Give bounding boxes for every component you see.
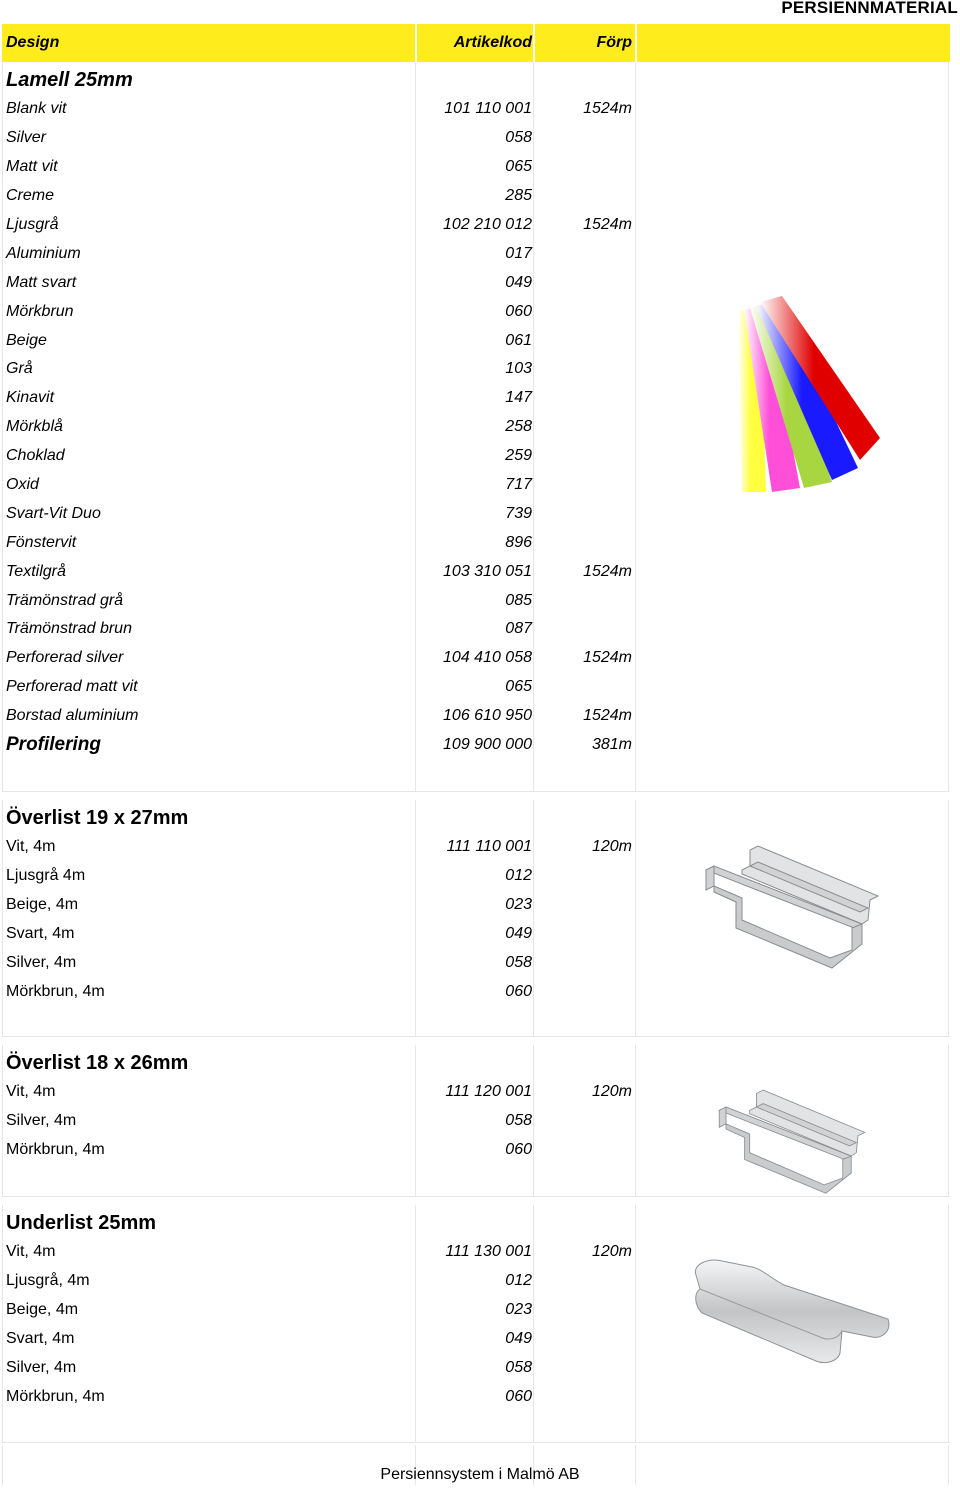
row-pack: 381m bbox=[591, 736, 632, 754]
table-row bbox=[2, 977, 950, 1006]
row-design: Textilgrå bbox=[6, 562, 66, 580]
row-article-code: 103 bbox=[505, 360, 532, 378]
row-article-code: 111 110 001 bbox=[446, 838, 532, 856]
section-2 bbox=[2, 1045, 950, 1199]
row-design: Silver bbox=[6, 129, 47, 147]
top-rail-image bbox=[702, 1085, 882, 1200]
row-article-code: 049 bbox=[505, 273, 532, 291]
table-row bbox=[2, 731, 950, 760]
row-design: Silver, 4m bbox=[6, 1359, 77, 1376]
row-design: Borstad aluminium bbox=[6, 707, 139, 725]
top-rail-image bbox=[702, 840, 882, 975]
row-article-code: 104 410 058 bbox=[443, 649, 532, 667]
row-design: Kinavit bbox=[6, 389, 55, 407]
row-design: Ljusgrå 4m bbox=[6, 867, 86, 885]
table-header bbox=[2, 24, 950, 62]
row-article-code: 259 bbox=[505, 447, 532, 465]
table-row bbox=[2, 673, 950, 702]
row-pack: 120m bbox=[591, 838, 632, 856]
section-title: Överlist 19 x 27mm bbox=[6, 807, 189, 829]
section-title: Lamell 25mm bbox=[6, 69, 133, 91]
price-sheet bbox=[2, 24, 950, 1487]
row-article-code: 058 bbox=[505, 954, 532, 971]
row-design: Blank vit bbox=[6, 100, 67, 118]
row-article-code: 058 bbox=[505, 1112, 532, 1130]
row-article-code: 060 bbox=[505, 1387, 532, 1405]
row-article-code: 087 bbox=[505, 620, 532, 638]
row-article-code: 109 900 000 bbox=[443, 736, 532, 754]
header-article-code: Artikelkod bbox=[453, 34, 532, 51]
row-design: Beige, 4m bbox=[6, 1301, 79, 1319]
rail-face-1 bbox=[719, 1107, 726, 1127]
row-design: Grå bbox=[6, 360, 33, 378]
row-article-code: 085 bbox=[505, 591, 532, 609]
section-1 bbox=[2, 800, 950, 1039]
row-pack: 1524m bbox=[583, 649, 632, 667]
row-pack: 120m bbox=[591, 1243, 632, 1261]
row-article-code: 012 bbox=[505, 1272, 532, 1290]
row-article-code: 060 bbox=[505, 982, 532, 1000]
row-design: Svart-Vit Duo bbox=[6, 504, 101, 522]
sections-container bbox=[2, 62, 950, 1487]
row-article-code: 058 bbox=[505, 129, 532, 147]
row-article-code: 258 bbox=[505, 418, 532, 436]
row-design: Matt svart bbox=[6, 273, 77, 291]
table-row bbox=[2, 615, 950, 644]
row-article-code: 023 bbox=[505, 896, 532, 914]
row-design: Choklad bbox=[6, 447, 65, 465]
row-pack: 1524m bbox=[583, 562, 632, 580]
row-article-code: 147 bbox=[505, 389, 532, 407]
row-design: Fönstervit bbox=[6, 533, 77, 551]
row-article-code: 717 bbox=[505, 476, 532, 494]
table-row bbox=[2, 702, 950, 731]
row-article-code: 058 bbox=[505, 1359, 532, 1376]
table-row bbox=[2, 124, 950, 153]
row-article-code: 065 bbox=[505, 678, 532, 696]
row-design: Beige, 4m bbox=[6, 896, 79, 914]
row-design: Matt vit bbox=[6, 158, 58, 176]
slat-fan-image bbox=[720, 292, 890, 497]
row-article-code: 102 210 012 bbox=[443, 216, 532, 233]
row-design: Creme bbox=[6, 187, 55, 205]
row-article-code: 023 bbox=[505, 1301, 532, 1319]
footer-company: Persiennsystem i Malmö AB bbox=[380, 1466, 580, 1483]
row-design: Mörkbrun bbox=[6, 302, 74, 320]
section-title: Underlist 25mm bbox=[6, 1212, 157, 1234]
rail-face-1 bbox=[706, 866, 714, 890]
row-article-code: 061 bbox=[505, 331, 532, 349]
row-design: Profilering bbox=[6, 734, 102, 756]
row-design: Ljusgrå bbox=[6, 216, 59, 233]
section-0 bbox=[2, 62, 950, 794]
row-article-code: 017 bbox=[505, 244, 532, 262]
table-row bbox=[2, 211, 950, 240]
row-pack: 1524m bbox=[583, 100, 632, 118]
row-design: Vit, 4m bbox=[6, 1243, 56, 1261]
bottom-rail-body bbox=[695, 1260, 889, 1363]
section-title: Överlist 18 x 26mm bbox=[6, 1052, 189, 1074]
row-article-code: 012 bbox=[505, 867, 532, 885]
table-row bbox=[2, 644, 950, 673]
table-row bbox=[2, 557, 950, 586]
row-article-code: 896 bbox=[505, 533, 532, 551]
row-pack: 1524m bbox=[583, 216, 632, 233]
row-design: Mörkblå bbox=[6, 418, 63, 436]
table-row bbox=[2, 586, 950, 615]
section-3 bbox=[2, 1205, 950, 1445]
table-row bbox=[2, 153, 950, 182]
bottom-rail-image bbox=[692, 1255, 892, 1370]
row-design: Svart, 4m bbox=[6, 925, 75, 943]
page-title: PERSIENNMATERIAL bbox=[781, 0, 958, 17]
row-article-code: 065 bbox=[505, 158, 532, 176]
row-design: Ljusgrå, 4m bbox=[6, 1272, 90, 1290]
row-design: Oxid bbox=[6, 476, 39, 494]
table-row bbox=[2, 182, 950, 211]
row-design: Mörkbrun, 4m bbox=[6, 1387, 105, 1405]
row-design: Trämönstrad grå bbox=[6, 591, 124, 609]
table-row bbox=[2, 499, 950, 528]
row-pack: 120m bbox=[591, 1083, 632, 1101]
row-article-code: 739 bbox=[505, 504, 532, 522]
row-design: Svart, 4m bbox=[6, 1330, 75, 1348]
row-design: Beige bbox=[6, 331, 47, 349]
row-article-code: 103 310 051 bbox=[443, 562, 532, 580]
row-article-code: 285 bbox=[505, 187, 532, 205]
row-design: Silver, 4m bbox=[6, 1112, 77, 1130]
row-design: Silver, 4m bbox=[6, 954, 77, 971]
row-article-code: 101 110 001 bbox=[444, 100, 532, 118]
table-row bbox=[2, 239, 950, 268]
row-article-code: 060 bbox=[505, 1141, 532, 1159]
row-design: Perforerad matt vit bbox=[6, 678, 138, 696]
row-article-code: 049 bbox=[505, 925, 532, 943]
row-design: Mörkbrun, 4m bbox=[6, 982, 105, 1000]
row-design: Vit, 4m bbox=[6, 1083, 56, 1101]
row-pack: 1524m bbox=[583, 707, 632, 725]
header-design: Design bbox=[6, 34, 60, 51]
table-row bbox=[2, 95, 950, 124]
row-article-code: 111 120 001 bbox=[445, 1083, 532, 1101]
row-article-code: 106 610 950 bbox=[443, 707, 532, 725]
row-design: Mörkbrun, 4m bbox=[6, 1141, 105, 1159]
table-row bbox=[2, 1382, 950, 1411]
header-pack: Förp bbox=[596, 34, 632, 51]
row-article-code: 111 130 001 bbox=[445, 1243, 532, 1261]
row-article-code: 049 bbox=[505, 1330, 532, 1348]
row-design: Trämönstrad brun bbox=[6, 620, 132, 638]
row-design: Aluminium bbox=[6, 244, 81, 262]
row-design: Vit, 4m bbox=[6, 838, 56, 856]
row-design: Perforerad silver bbox=[6, 649, 124, 667]
table-row bbox=[2, 528, 950, 557]
row-article-code: 060 bbox=[505, 302, 532, 320]
